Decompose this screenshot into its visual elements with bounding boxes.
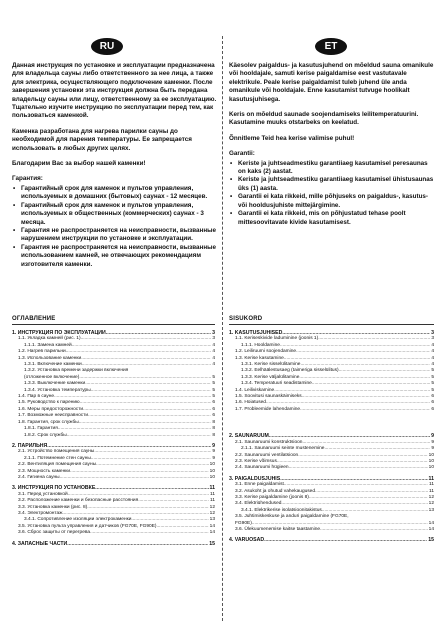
toc-entry-title: 1.3. Kerise kasutamine bbox=[235, 355, 284, 361]
toc-page-number: 4 bbox=[212, 342, 215, 348]
toc-page-number: 12 bbox=[209, 504, 215, 510]
toc-page-number: 8 bbox=[212, 419, 215, 425]
toc-entry-title: 2.1.1. Потемнение стен сауны bbox=[24, 455, 91, 461]
toc-page-number: 4 bbox=[212, 349, 215, 355]
toc-page-number: 13 bbox=[428, 507, 434, 513]
toc-page-number: 5 bbox=[431, 381, 434, 387]
toc-entry-title: 2.1. Saunaruumi konstruktsioon bbox=[235, 439, 303, 445]
toc-page-number: 4 bbox=[431, 362, 434, 368]
toc-entry-title: 4. VARUOSAD bbox=[229, 537, 265, 544]
toc-page-number: 12 bbox=[428, 501, 434, 507]
toc-dot-leader bbox=[67, 433, 212, 439]
toc-entry-title: 1.6. Меры предосторожности bbox=[18, 406, 84, 412]
toc-entry-title: 3.5. Установка пульта управления и датчиков (FG70E, FG90E) bbox=[18, 523, 157, 529]
toc-page-number: 10 bbox=[209, 468, 215, 474]
toc-entry-title: 2.1. Устройство помещения сауны bbox=[18, 449, 95, 455]
toc-entry-title: 1.1. Keriseskivide laduminine (joonis 1) bbox=[235, 336, 319, 342]
et-intro-paragraph: Keris on mõeldud saunade soojendamiseks leilitemperatuurini. Kasutamine muuks otstarbeks on keelatud. bbox=[229, 111, 419, 127]
toc-entry-title: 3.4. Elektriühendused bbox=[235, 501, 282, 507]
toc-page-number: 8 bbox=[212, 432, 215, 438]
toc-page-number: 3 bbox=[431, 330, 434, 336]
toc-page-number: 9 bbox=[431, 439, 434, 445]
toc-entry-title: 3.3. Kerise paigaldamine (joonis 8) bbox=[235, 494, 309, 500]
toc-entry-title: 2.1.1. Saunaruumi seinte mustenemine bbox=[241, 446, 325, 452]
toc-page-number: 5 bbox=[431, 368, 434, 374]
toc-entry-title: 3.1. Перед установкой bbox=[18, 491, 68, 497]
toc-page-number: 6 bbox=[212, 400, 215, 406]
toc-page-number: 4 bbox=[431, 355, 434, 361]
toc-entry[interactable] bbox=[229, 465, 434, 471]
toc-page-number: 9 bbox=[431, 446, 434, 452]
ru-toc-title: ОГЛАВЛЕНИЕ bbox=[12, 316, 56, 322]
toc-page-number: 11 bbox=[210, 498, 215, 504]
toc-page-number: 4 bbox=[212, 355, 215, 361]
toc-entry-title: 3.4.1. Сопротивление изоляции электрокаменки bbox=[24, 517, 132, 523]
toc-page-number: 5 bbox=[431, 387, 434, 393]
toc-dot-leader bbox=[320, 527, 428, 533]
toc-page-number: 10 bbox=[428, 458, 434, 464]
toc-entry-title: 1.2. Leiliruumi soojendamine bbox=[235, 349, 297, 355]
toc-entry-title: 3.2. Расположение каменки и безопасные расстояния bbox=[18, 498, 139, 504]
toc-page-number: 8 bbox=[212, 426, 215, 432]
toc-page-number: 15 bbox=[428, 537, 434, 544]
toc-entry[interactable] bbox=[229, 407, 434, 413]
toc-dot-leader bbox=[264, 537, 427, 543]
toc-entry-title: 1.8.1. Гарантия bbox=[24, 426, 58, 432]
et-toc-rule bbox=[229, 324, 434, 325]
toc-entry-title: 1. KASUTUSJUHISED bbox=[229, 330, 283, 336]
toc-entry-title: 2.4. Гигиена сауны bbox=[18, 474, 60, 480]
toc-page-number: 5 bbox=[212, 387, 215, 393]
toc-entry-title: 3.3. Установка каменки (рис. 8) bbox=[18, 504, 88, 510]
et-thanks: Õnnitleme Teid hea kerise valimise puhul! bbox=[229, 134, 355, 142]
toc-page-number: 9 bbox=[212, 442, 215, 449]
toc-page-number: 4 bbox=[431, 342, 434, 348]
et-intro bbox=[229, 62, 434, 227]
et-warranty-heading: Garantii: bbox=[229, 150, 255, 158]
toc-page-number: 11 bbox=[209, 485, 215, 492]
toc-entry[interactable] bbox=[12, 475, 215, 481]
toc-entry-title: 1.3.1. Включение каменки bbox=[24, 362, 82, 368]
toc-page-number: 14 bbox=[209, 523, 215, 529]
toc-page-number: 3 bbox=[212, 330, 215, 336]
toc-page-number: 9 bbox=[212, 455, 215, 461]
toc-dot-leader bbox=[60, 475, 209, 481]
toc-entry-title: 1.1.1. Hooldamine bbox=[241, 342, 280, 348]
toc-page-number: 11 bbox=[428, 475, 434, 482]
et-warranty-item: • Garantii ei kata rikkeid, mille põhjuseks on paigaldus-, kasutus- või hooldusjuhiste mittejärgimine. bbox=[229, 193, 434, 210]
toc-page-number: 11 bbox=[429, 482, 434, 488]
toc-entry-title: 1.5. Soovitusi saunaskäimiseks bbox=[235, 394, 302, 400]
toc-page-number: 10 bbox=[209, 462, 215, 468]
toc-page-number: 4 bbox=[431, 349, 434, 355]
toc-entry-title: 1.5. Руководство к парению bbox=[18, 400, 80, 406]
ru-warranty-heading: Гарантия: bbox=[12, 175, 43, 183]
toc-entry-title: 2. ПАРИЛЬНЯ bbox=[12, 442, 48, 449]
toc-entry-title: 1.3.2. Eelhäälestusaeg (taimeriga sisselülitus) bbox=[241, 368, 339, 374]
toc-page-number: 5 bbox=[431, 374, 434, 380]
toc-page-number: 6 bbox=[212, 413, 215, 419]
toc-entry-title: 2.2. Saunaruumi ventilatsioon bbox=[235, 452, 299, 458]
toc-entry[interactable] bbox=[12, 541, 215, 547]
toc-page-number: 10 bbox=[428, 452, 434, 458]
toc-entry-title: 1.3.3. Выключение каменки bbox=[24, 381, 86, 387]
ru-warranty-item: • Гарантийный срок для каменок и пультов управления, используемых в общественных (коммерческих) саунах - 3 месяца. bbox=[12, 202, 217, 227]
toc-dot-leader bbox=[67, 541, 208, 547]
ru-table-of-contents bbox=[12, 330, 215, 547]
ru-warranty-item: • Гарантия не распространяется на неисправности, вызванные нарушением инструкции по установке и эксплуатации. bbox=[12, 227, 217, 244]
toc-dot-leader bbox=[289, 465, 428, 471]
toc-page-number: 9 bbox=[212, 449, 215, 455]
et-warranty-list bbox=[229, 160, 434, 227]
toc-entry-title: 2.4. Saunaruumi hügieen bbox=[235, 465, 289, 471]
toc-entry-title: 1.6. Hoiatused bbox=[235, 400, 266, 406]
toc-page-number: 5 bbox=[212, 374, 215, 380]
toc-entry-title: FG90E) bbox=[235, 520, 252, 526]
toc-entry-title: 3.4.1. Elektrikerise isolatsioonitakistus bbox=[241, 507, 322, 513]
toc-page-number: 6 bbox=[431, 394, 434, 400]
toc-entry-title: 1.3.2. Установка времени задержки включения bbox=[24, 368, 129, 374]
toc-entry-title: 1.3.3. Kerise väljalülitamine bbox=[241, 374, 300, 380]
toc-page-number: 6 bbox=[431, 406, 434, 412]
toc-page-number: 5 bbox=[212, 381, 215, 387]
toc-page-number: 12 bbox=[428, 494, 434, 500]
toc-entry[interactable] bbox=[229, 537, 434, 543]
toc-page-number: 3 bbox=[431, 336, 434, 342]
toc-entry[interactable] bbox=[12, 530, 215, 536]
toc-page-number: 4 bbox=[212, 362, 215, 368]
ru-intro-paragraph: Данная инструкция по установке и эксплуатации предназначена для владельца сауны либо ответственного за нее лица, а также для электрика, осуществляющего подключение каменки. После завершения установки эта инструкция должна быть передана владельцу сауны или лицу, ответственному за ее эксплуатацию. Тщательно изучите инструкцию по эксплуатации перед тем, как пользоваться каменкой. bbox=[12, 62, 217, 120]
et-toc-title: SISUKORD bbox=[229, 316, 263, 322]
toc-entry-title: 3.6. Ülekuumenemise kaitse taastamine bbox=[235, 526, 321, 532]
toc-page-number: 11 bbox=[210, 491, 215, 497]
toc-entry-title: 3.4. Электромонтаж bbox=[18, 510, 63, 516]
toc-page-number: 3 bbox=[212, 336, 215, 342]
et-warranty-item: • Keriste ja juhtseadmestiku garantiiaeg kasutamisel ühistusaunas üks (1) aasta. bbox=[229, 176, 434, 193]
toc-entry-title: 3. ИНСТРУКЦИЯ ПО УСТАНОВКЕ bbox=[12, 485, 96, 492]
toc-entry-title: 1.4. Пар в сауне bbox=[18, 394, 55, 400]
toc-entry-title: 3.2. Asukoht ja ohutud vahekaugused bbox=[235, 488, 316, 494]
toc-page-number: 5 bbox=[212, 394, 215, 400]
language-badge-et: ET bbox=[315, 38, 347, 55]
language-badge-ru: RU bbox=[91, 38, 123, 55]
toc-entry-title: 1.8. Гарантия, срок службы bbox=[18, 419, 79, 425]
toc-page-number: 14 bbox=[209, 530, 215, 536]
toc-page-number: 9 bbox=[431, 433, 434, 440]
toc-entry-title: 2. SAUNARUUM bbox=[229, 433, 269, 440]
toc-entry-title: 3.1. Enne paigaldamist bbox=[235, 482, 284, 488]
ru-warranty-list bbox=[12, 185, 217, 269]
toc-page-number: 12 bbox=[209, 510, 215, 516]
toc-entry-title: 1.7. Возможные неисправности bbox=[18, 413, 89, 419]
toc-dot-leader bbox=[300, 407, 430, 413]
toc-entry-title: 1.4. Leiliviskamine bbox=[235, 387, 275, 393]
toc-entry-title: 1.7. Probleemide lahendamine bbox=[235, 406, 301, 412]
ru-intro bbox=[12, 62, 217, 269]
toc-entry-title: 2.3. Мощность каменки bbox=[18, 468, 71, 474]
toc-entry-title: 1.2. Нагрев парильни bbox=[18, 349, 66, 355]
et-table-of-contents bbox=[229, 330, 434, 544]
toc-entry-title: 2.3. Kerise võimsus bbox=[235, 458, 277, 464]
toc-dot-leader bbox=[90, 530, 209, 536]
et-warranty-item: • Keriste ja juhtseadmestiku garantiiaeg kasutamisel peresaunas on kaks (2) aastat. bbox=[229, 160, 434, 177]
toc-entry-title: 1.3.4. Temperatuuri seadistamine bbox=[241, 381, 312, 387]
toc-entry-title: (отложенное включение) bbox=[24, 374, 80, 380]
toc-entry-title: 1.3.4. Установка температуры bbox=[24, 387, 91, 393]
toc-entry-title: 3. PAIGALDUSJUHIS bbox=[229, 475, 281, 482]
toc-entry-title: 1.1.1. Замена камней bbox=[24, 342, 72, 348]
column-divider bbox=[222, 36, 223, 621]
ru-toc-rule bbox=[12, 324, 215, 325]
toc-page-number: 14 bbox=[428, 520, 434, 526]
toc-entry-title: 3.5. Juhtimiskeskuse ja anduri paigaldamine (FG70E, bbox=[235, 514, 349, 520]
et-intro-paragraph: Käesolev paigaldus- ja kasutusjuhend on mõeldud sauna omanikule või hooldajale, samuti kerise paigaldamise eest vastutavale elektrikule. Peale kerise paigaldamist tuleb juhend üle anda omanikule või hooldajale. Enne kasutamist tutvuge hoolikalt kasutusjuhisega. bbox=[229, 62, 434, 103]
toc-entry-title: 1.3. Использование каменки bbox=[18, 355, 82, 361]
toc-entry-title: 1. ИНСТРУКЦИЯ ПО ЭКСПЛУАТАЦИИ bbox=[12, 330, 106, 336]
toc-page-number: 13 bbox=[209, 517, 215, 523]
toc-page-number: 6 bbox=[431, 400, 434, 406]
toc-entry-title: 2.2. Вентиляция помещения сауны bbox=[18, 462, 97, 468]
ru-thanks: Благодарим Вас за выбор нашей каменки! bbox=[12, 160, 146, 168]
toc-page-number: 10 bbox=[428, 465, 434, 471]
toc-entry-title: 3.6. Сброс защиты от перегрева bbox=[18, 530, 91, 536]
toc-entry[interactable] bbox=[12, 433, 215, 439]
toc-page-number: 15 bbox=[209, 540, 215, 547]
toc-page-number: 11 bbox=[429, 488, 434, 494]
toc-entry-title: 1.8.2. Срок службы bbox=[24, 432, 67, 438]
toc-entry-title: 4. ЗАПАСНЫЕ ЧАСТИ bbox=[12, 540, 68, 547]
ru-warranty-item: • Гарантийный срок для каменок и пультов управления, используемых в домашних (бытовых) саунах - 12 месяцев. bbox=[12, 185, 217, 202]
toc-page-number: 6 bbox=[212, 406, 215, 412]
ru-warranty-item: • Гарантия не распространяется на неисправности, вызванные использованием камней, не отвечающих рекомендациям изготовителя каменки. bbox=[12, 244, 217, 269]
toc-entry-title: 1.3.1. Kerise sisselülitamine bbox=[241, 362, 301, 368]
toc-page-number: 10 bbox=[209, 474, 215, 480]
toc-page-number: 14 bbox=[428, 526, 434, 532]
ru-intro-paragraph: Каменка разработана для нагрева парилки сауны до необходимой для парения температуры. Ее запрещается использовать в любых других целях. bbox=[12, 127, 192, 152]
toc-entry[interactable] bbox=[229, 527, 434, 533]
toc-entry-title: 1.1. Укладка камней (рис. 1) bbox=[18, 336, 81, 342]
et-warranty-item: • Garantii ei kata rikkeid, mis on põhjustatud tehase poolt mittesoovitavate kivide kasutamisest. bbox=[229, 210, 434, 227]
